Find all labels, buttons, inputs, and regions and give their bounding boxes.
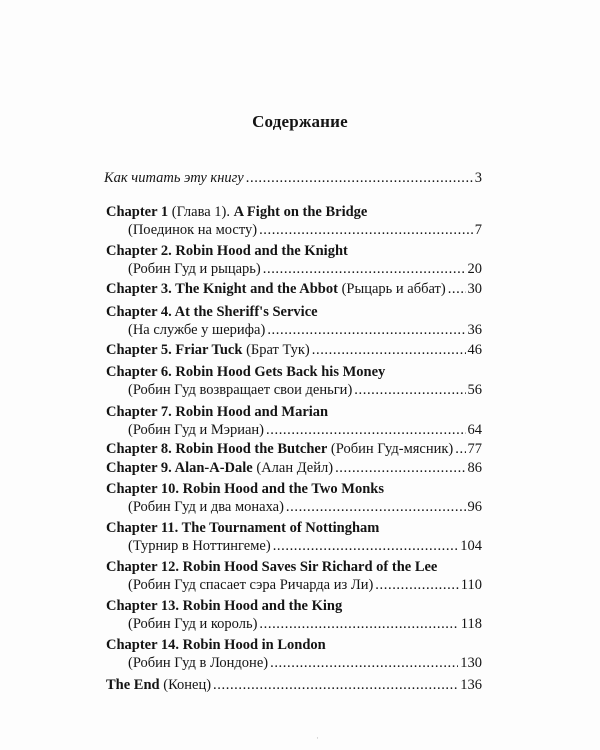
toc-page-number: 56 bbox=[467, 382, 482, 398]
toc-page-number: 86 bbox=[467, 460, 482, 476]
chapter-heading bbox=[106, 440, 453, 458]
chapter-title: Chapter 3. The Knight and the Abbot bbox=[106, 281, 338, 297]
chapter-russian-title: (Робин Гуд и король) bbox=[128, 616, 258, 632]
dot-leader bbox=[312, 341, 466, 359]
toc-page-number: 46 bbox=[467, 342, 482, 358]
chapter-russian-title: (На службе у шерифа) bbox=[128, 322, 266, 338]
dot-leader bbox=[286, 498, 466, 516]
toc-chapter-7[interactable] bbox=[106, 403, 482, 421]
chapter-russian-title: (Конец) bbox=[159, 677, 212, 693]
chapter-heading bbox=[106, 459, 333, 477]
chapter-heading bbox=[106, 676, 211, 694]
toc-page-number: 118 bbox=[460, 616, 482, 632]
toc-chapter-5[interactable] bbox=[106, 341, 482, 359]
toc-chapter-4-sub[interactable] bbox=[128, 321, 482, 339]
toc-chapter-10[interactable] bbox=[106, 480, 482, 498]
toc-chapter-13-sub[interactable] bbox=[128, 615, 482, 633]
toc-chapter-12-sub[interactable] bbox=[128, 576, 482, 594]
toc-intro[interactable] bbox=[104, 169, 482, 187]
toc-chapter-6[interactable] bbox=[106, 363, 482, 381]
toc-page-number: 64 bbox=[467, 422, 482, 438]
chapter-title: Chapter 6. Robin Hood Gets Back his Money bbox=[106, 364, 386, 380]
chapter-title: Chapter 9. Alan-A-Dale bbox=[106, 460, 253, 476]
toc-the-end[interactable] bbox=[106, 676, 482, 694]
dot-leader bbox=[455, 440, 465, 458]
chapter-title: Chapter 10. Robin Hood and the Two Monks bbox=[106, 481, 384, 497]
dot-leader bbox=[266, 421, 465, 439]
chapter-heading bbox=[106, 280, 446, 298]
chapter-russian-title: (Брат Тук) bbox=[242, 342, 310, 358]
toc-intro-text: Как читать эту книгу bbox=[104, 170, 244, 186]
toc-page-number: 3 bbox=[474, 170, 482, 186]
toc-chapter-3[interactable] bbox=[106, 280, 482, 298]
chapter-title: Chapter 5. Friar Tuck bbox=[106, 342, 243, 358]
chapter-label: Chapter 1 bbox=[106, 204, 169, 220]
chapter-title: Chapter 11. The Tournament of Nottingham bbox=[106, 520, 380, 536]
chapter-russian-title: (Робин Гуд и два монаха) bbox=[128, 499, 284, 515]
chapter-heading bbox=[106, 203, 367, 221]
chapter-russian-title: (Робин Гуд и Мэриан) bbox=[128, 422, 265, 438]
dot-leader bbox=[270, 654, 458, 672]
toc-chapter-14-sub[interactable] bbox=[128, 654, 482, 672]
dot-leader bbox=[273, 537, 459, 555]
toc-page-number: 7 bbox=[474, 222, 482, 238]
dot-leader bbox=[246, 169, 473, 187]
chapter-russian-title: (Турнир в Ноттингеме) bbox=[128, 538, 271, 554]
chapter-russian-title: (Робин Гуд спасает сэра Ричарда из Ли) bbox=[128, 577, 374, 593]
chapter-russian-title: (Рыцарь и аббат) bbox=[337, 281, 446, 297]
toc-page-number: 20 bbox=[467, 261, 482, 277]
chapter-english-title: A Fight on the Bridge bbox=[233, 204, 368, 220]
chapter-russian-title: (Поединок на мосту) bbox=[128, 222, 258, 238]
chapter-title: Chapter 7. Robin Hood and Marian bbox=[106, 404, 329, 420]
dot-leader bbox=[213, 676, 458, 694]
toc-chapter-1[interactable] bbox=[106, 203, 482, 221]
toc-chapter-8[interactable] bbox=[106, 440, 482, 458]
dot-leader bbox=[448, 280, 466, 298]
toc-chapter-7-sub[interactable] bbox=[128, 421, 482, 439]
dot-leader bbox=[259, 615, 458, 633]
print-speck: · bbox=[316, 733, 319, 743]
toc-page-number: 36 bbox=[467, 322, 482, 338]
toc-chapter-1-sub[interactable] bbox=[128, 221, 482, 239]
toc-chapter-2[interactable] bbox=[106, 242, 482, 260]
dot-leader bbox=[267, 321, 465, 339]
toc-page-number: 30 bbox=[467, 281, 482, 297]
chapter-title: Chapter 2. Robin Hood and the Knight bbox=[106, 243, 348, 259]
chapter-russian-title: (Робин Гуд-мясник) bbox=[327, 441, 454, 457]
dot-leader bbox=[263, 260, 466, 278]
chapter-russian-title: (Робин Гуд возвращает свои деньги) bbox=[128, 382, 353, 398]
dot-leader bbox=[354, 381, 465, 399]
toc-chapter-11[interactable] bbox=[106, 519, 482, 537]
toc-page-number: 130 bbox=[460, 655, 482, 671]
dot-leader bbox=[335, 459, 465, 477]
chapter-russian-title: (Робин Гуд в Лондоне) bbox=[128, 655, 269, 671]
toc-chapter-10-sub[interactable] bbox=[128, 498, 482, 516]
chapter-russian-title: (Алан Дейл) bbox=[252, 460, 334, 476]
chapter-title: The End bbox=[106, 677, 160, 693]
chapter-title: Chapter 12. Robin Hood Saves Sir Richard of the Lee bbox=[106, 559, 438, 575]
chapter-russian-title: (Глава 1). bbox=[168, 204, 234, 220]
toc-chapter-4[interactable] bbox=[106, 303, 482, 321]
toc-chapter-13[interactable] bbox=[106, 597, 482, 615]
chapter-title: Chapter 13. Robin Hood and the King bbox=[106, 598, 343, 614]
chapter-title: Chapter 14. Robin Hood in London bbox=[106, 637, 326, 653]
page-title: Содержание bbox=[252, 112, 348, 131]
toc-chapter-11-sub[interactable] bbox=[128, 537, 482, 555]
toc-page-number: 136 bbox=[460, 677, 482, 693]
toc-chapter-6-sub[interactable] bbox=[128, 381, 482, 399]
toc-page-number: 110 bbox=[460, 577, 482, 593]
chapter-title: Chapter 4. At the Sheriff's Service bbox=[106, 304, 318, 320]
chapter-russian-title: (Робин Гуд и рыцарь) bbox=[128, 261, 261, 277]
chapter-title: Chapter 8. Robin Hood the Butcher bbox=[106, 441, 328, 457]
toc-chapter-14[interactable] bbox=[106, 636, 482, 654]
dot-leader bbox=[259, 221, 473, 239]
dot-leader bbox=[375, 576, 458, 594]
toc-chapter-9[interactable] bbox=[106, 459, 482, 477]
chapter-heading bbox=[106, 341, 310, 359]
toc-chapter-2-sub[interactable] bbox=[128, 260, 482, 278]
toc-page-number: 104 bbox=[460, 538, 482, 554]
toc-page-number: 77 bbox=[467, 441, 482, 457]
toc-page-number: 96 bbox=[467, 499, 482, 515]
toc-chapter-12[interactable] bbox=[106, 558, 482, 576]
